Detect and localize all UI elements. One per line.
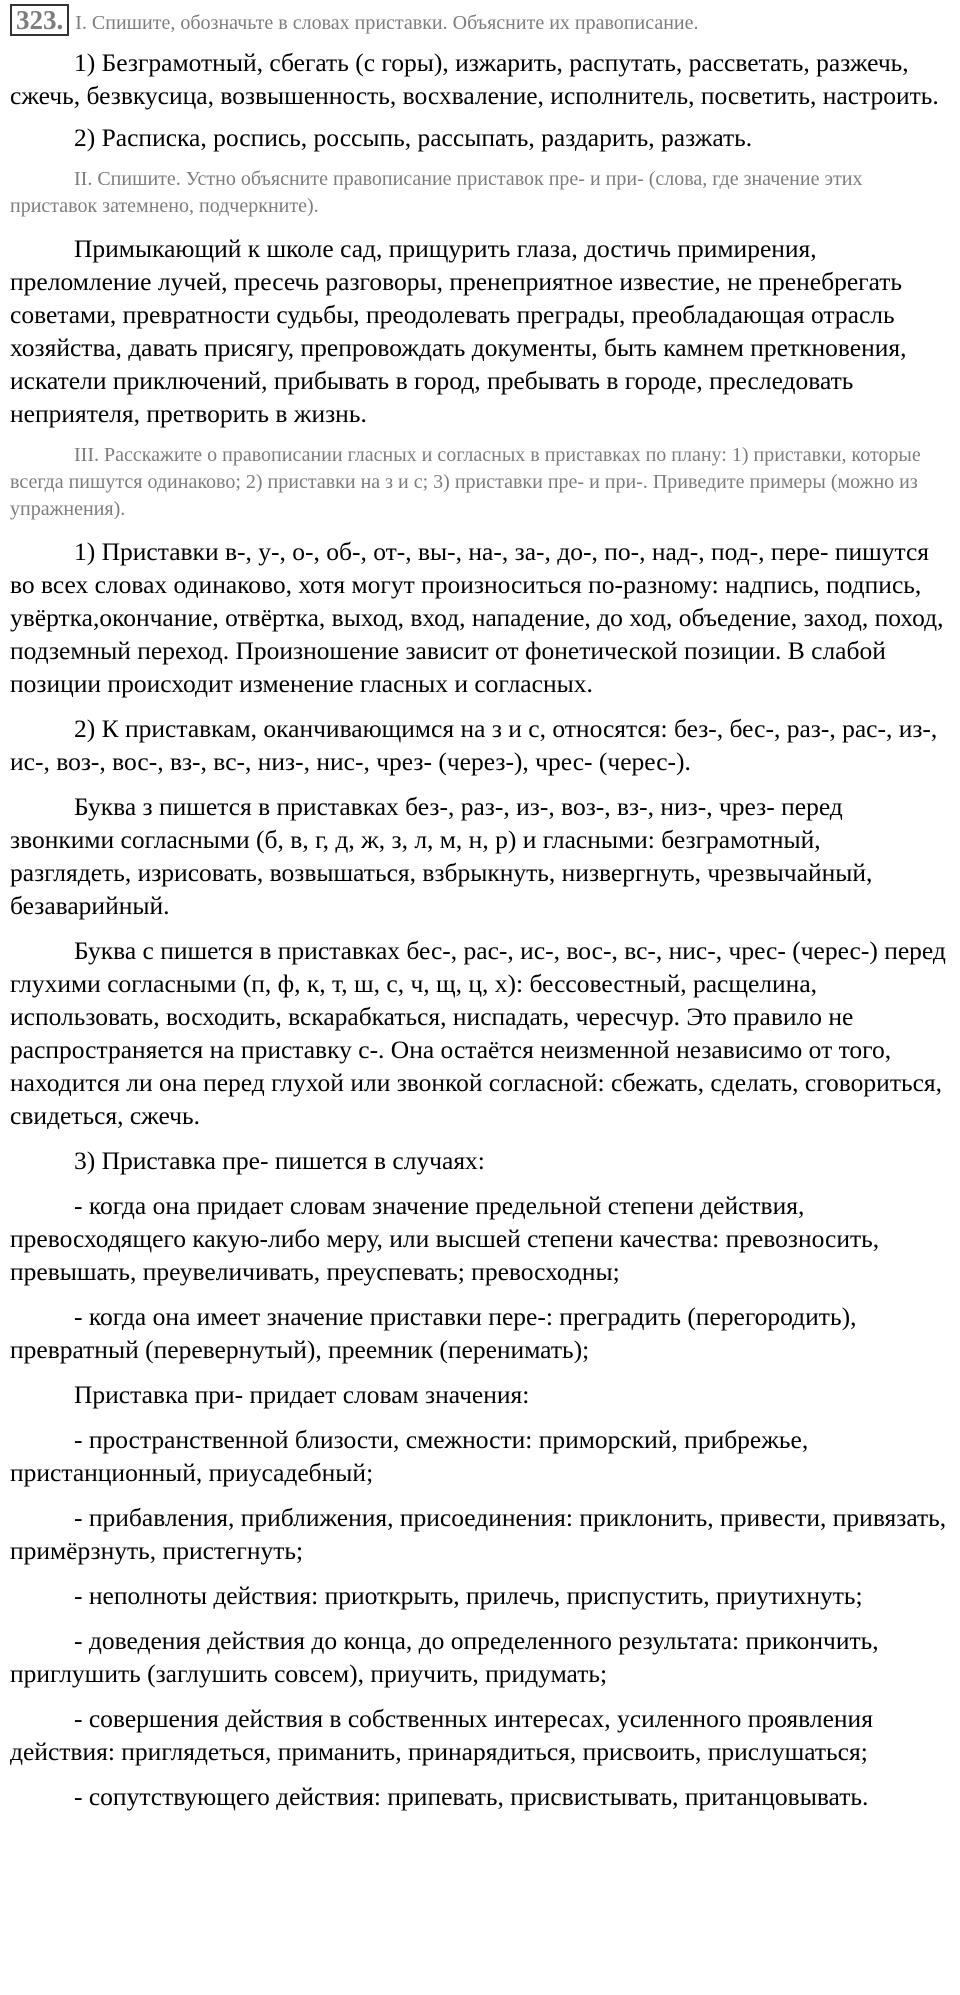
part2-text: Примыкающий к школе сад, прищурить глаза, достичь примирения, преломление лучей, пресечь разговоры, пренеприятное известие, не пренебрегать советами, превратности судьбы, преодолевать преграды, преобладающая отрасль хозяйства, давать присягу, препровождать документы, быть камнем преткновения, искатели приключений, прибывать в город, пребывать в городе, преследовать неприятеля, претворить в жизнь. (10, 234, 907, 428)
rule-11: - неполноты действия: приоткрыть, прилечь, приспустить, приутихнуть; (74, 1581, 863, 1610)
rule-6: - когда она придает словам значение предельной степени действия, превосходящего какую-либо меру, или высшей степени качества: превозносить, превышать, преувеличивать, преуспевать; превосходны; (10, 1191, 880, 1286)
exercise-number: 323. (10, 4, 69, 36)
rule-12: - доведения действия до конца, до определенного результата: прикончить, приглушить (заглушить совсем), приучить, придумать; (10, 1626, 879, 1688)
rule-3: Буква з пишется в приставках без-, раз-, из-, воз-, вз-, низ-, чрез- перед звонкими согласными (б, в, г, д, ж, з, л, м, н, р) и гласными: безграмотный, разглядеть, изрисовать, возвышаться, взбрыкнуть, низвергнуть, чрезвычайный, безаварийный. (10, 792, 873, 920)
part1-line2: 2) Расписка, роспись, россыпь, рассыпать, раздарить, разжать. (74, 123, 753, 152)
part1-line1: 1) Безграмотный, сбегать (с горы), изжарить, распутать, рассветать, разжечь, сжечь, безвкусица, возвышенность, восхваление, исполнитель, посветить, настроить. (10, 48, 939, 110)
rule-5: 3) Приставка пре- пишется в случаях: (74, 1146, 485, 1175)
rule-7: - когда она имеет значение приставки пере-: преградить (перегородить), превратный (перевернутый), преемник (перенимать); (10, 1302, 857, 1364)
rule-13: - совершения действия в собственных интересах, усиленного проявления действия: приглядеться, приманить, принарядиться, присвоить, прислушаться; (10, 1704, 873, 1766)
rule-10: - прибавления, приближения, присоединения: приклонить, привести, привязать, примёрзнуть, пристегнуть; (10, 1503, 947, 1565)
rule-1: 1) Приставки в-, у-, о-, об-, от-, вы-, на-, за-, до-, по-, над-, под-, пере- пишутся во всех словах одинаково, хотя могут произноситься по-разному: надпись, подпись, увёртка,окончание, отвёртка, выход, вход, нападение, до ход, объедение, заход, поход, подземный переход. Произношение зависит от фонетической позиции. В слабой позиции происходит изменение гласных и согласных. (10, 537, 944, 698)
task-2: II. Спишите. Устно объясните правописание приставок пре- и при- (слова, где значение этих приставок затемнено, подчеркните). (10, 168, 863, 217)
rule-9: - пространственной близости, смежности: приморский, прибрежье, пристанционный, приусадебный; (10, 1425, 809, 1487)
task-1 (10, 0, 948, 37)
rule-14: - сопутствующего действия: припевать, присвистывать, пританцовывать. (74, 1782, 869, 1811)
rule-2: 2) К приставкам, оканчивающимся на з и с, относятся: без-, бес-, раз-, рас-, из-, ис-, воз-, вос-, вз-, вс-, низ-, нис-, чрез- (через-), чрес- (черес-). (10, 714, 938, 776)
rule-4: Буква с пишется в приставках бес-, рас-, ис-, вос-, вс-, нис-, чрес- (черес-) перед глухими согласными (п, ф, к, т, ш, с, ч, щ, ц, х): бессовестный, расщелина, использовать, восходить, вскарабкаться, ниспадать, чересчур. Это правило не распространяется на приставку с-. Она остаётся неизменной независимо от того, находится ли она перед глухой или звонкой согласной: сбежать, сделать, сговориться, свидеться, сжечь. (10, 936, 946, 1130)
task-3: III. Расскажите о правописании гласных и согласных в приставках по плану: 1) приставки, которые всегда пишутся одинаково; 2) приставки на з и с; 3) приставки пре- и при-. Приведите примеры (можно из упражнения). (10, 444, 921, 520)
task-1-text: I. Спишите, обозначьте в словах приставки. Объясните их правописание. (75, 12, 699, 34)
rule-8: Приставка при- придает словам значения: (74, 1380, 530, 1409)
